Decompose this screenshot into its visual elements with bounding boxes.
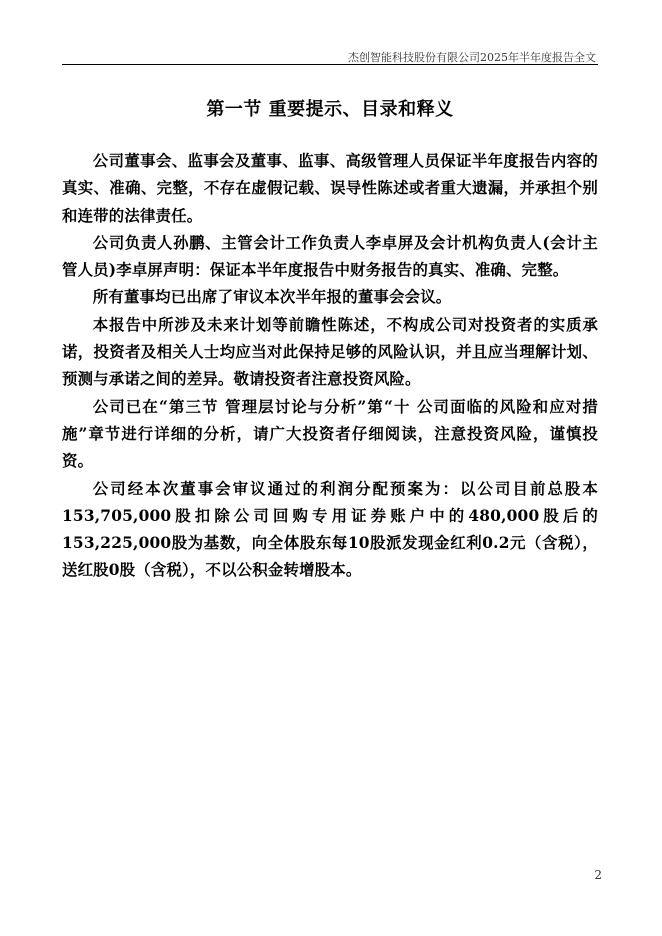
paragraph-forward-looking: 本报告中所涉及未来计划等前瞻性陈述，不构成公司对投资者的实质承诺，投资者及相关人士均应当对此保持足够的风险认识，并且应当理解计划、预测与承诺之间的差异。敬请投资者注意投资风险。	[62, 315, 598, 389]
paragraph-profit-distribution: 公司经本次董事会审议通过的利润分配预案为：以公司目前总股本153,705,000股扣除公司回购专用证券账户中的480,000股后的153,225,000股为基数，向全体股东每10股派发现金红利0.2元（含税），送红股0股（含税），不以公积金转增股本。	[62, 479, 598, 580]
body-content	[62, 148, 598, 585]
page-number: 2	[594, 868, 602, 882]
section-title: 第一节 重要提示、目录和释义	[206, 99, 454, 120]
paragraph-responsible-persons: 公司负责人孙鹏、主管会计工作负责人李卓屏及会计机构负责人(会计主管人员)李卓屏声明：保证本半年度报告中财务报告的真实、准确、完整。	[62, 233, 598, 280]
header-divider	[62, 64, 598, 65]
paragraph-board-guarantee: 公司董事会、监事会及董事、监事、高级管理人员保证半年度报告内容的真实、准确、完整，不存在虚假记载、误导性陈述或者重大遗漏，并承担个别和连带的法律责任。	[62, 152, 598, 225]
paragraph-risk-reference: 公司已在“第三节 管理层讨论与分析”第“十 公司面临的风险和应对措施”章节进行详细的分析，请广大投资者仔细阅读，注意投资风险，谨慎投资。	[62, 397, 598, 471]
paragraph-directors-attendance: 所有董事均已出席了审议本次半年报的董事会会议。	[92, 288, 452, 307]
running-header: 杰创智能科技股份有限公司2025年半年度报告全文	[348, 51, 596, 64]
